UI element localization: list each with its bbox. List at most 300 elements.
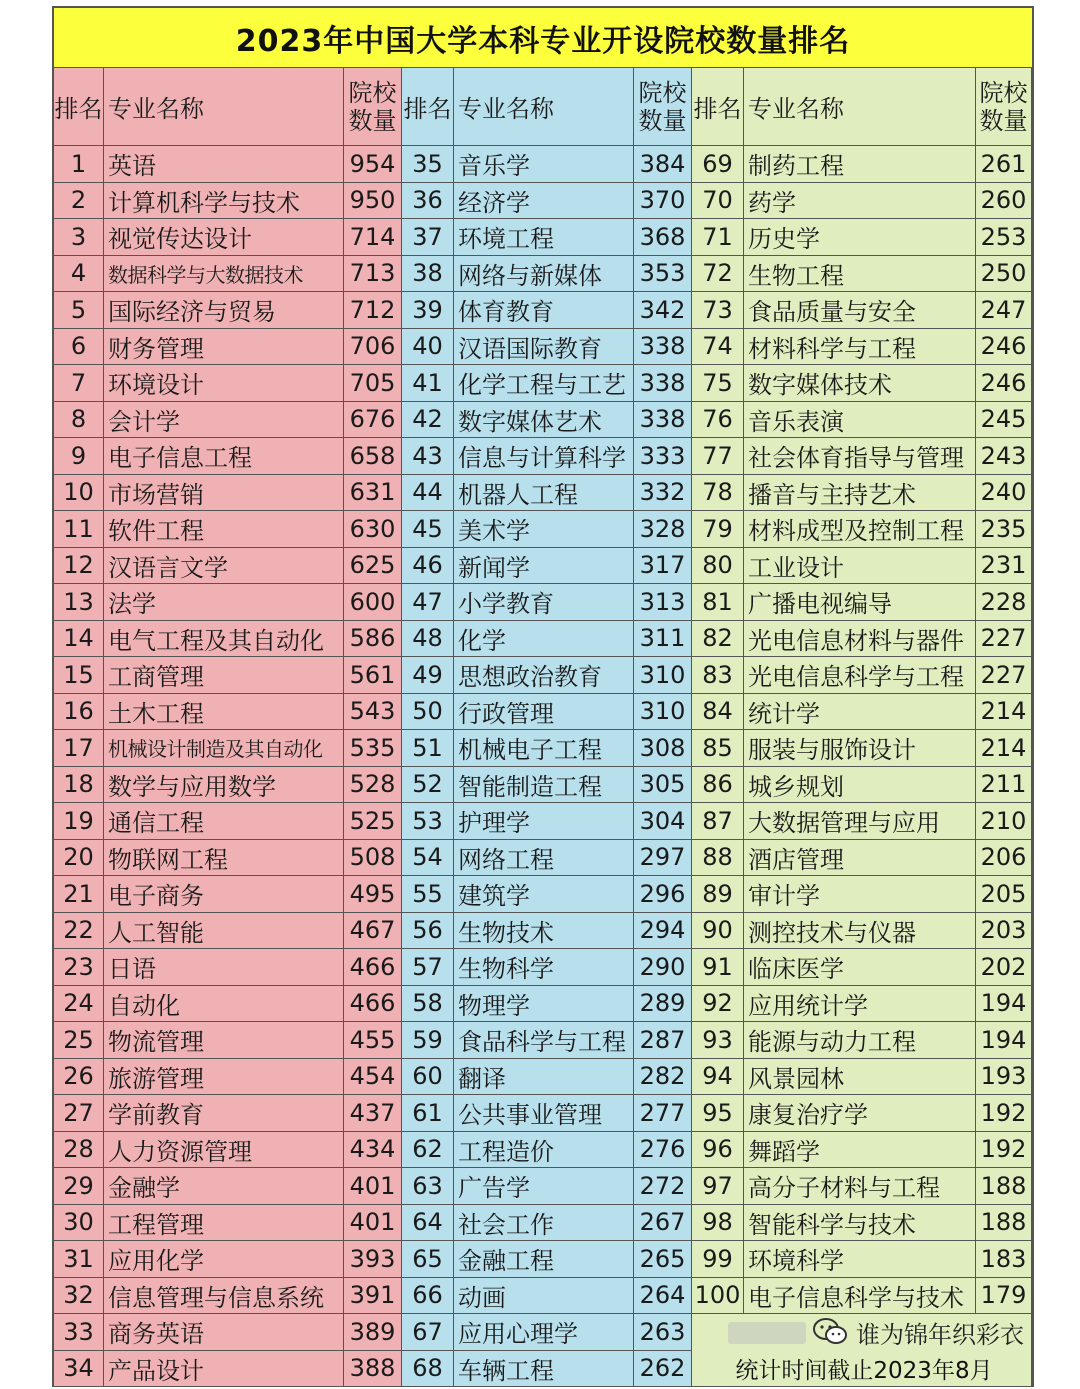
row-count: 240 [976, 475, 1032, 512]
row-rank: 63 [402, 1168, 454, 1205]
row-name: 智能制造工程 [454, 767, 634, 804]
row-rank: 26 [54, 1059, 104, 1096]
row-rank: 29 [54, 1168, 104, 1205]
row-count: 262 [634, 1351, 692, 1388]
row-name: 美术学 [454, 511, 634, 548]
row-count: 525 [344, 803, 402, 840]
row-rank: 2 [54, 183, 104, 220]
header-count [976, 68, 1032, 146]
row-count: 290 [634, 949, 692, 986]
row-count: 310 [634, 694, 692, 731]
row-rank: 47 [402, 584, 454, 621]
row-count: 308 [634, 730, 692, 767]
row-name: 环境设计 [104, 365, 344, 402]
row-rank: 41 [402, 365, 454, 402]
row-name: 软件工程 [104, 511, 344, 548]
row-rank: 23 [54, 949, 104, 986]
row-rank: 85 [692, 730, 744, 767]
row-rank: 52 [402, 767, 454, 804]
row-name: 酒店管理 [744, 840, 976, 877]
row-rank: 49 [402, 657, 454, 694]
row-name: 数学与应用数学 [104, 767, 344, 804]
row-rank: 91 [692, 949, 744, 986]
row-name: 播音与主持艺术 [744, 475, 976, 512]
row-rank: 32 [54, 1278, 104, 1315]
row-count: 267 [634, 1205, 692, 1242]
row-count: 328 [634, 511, 692, 548]
row-rank: 66 [402, 1278, 454, 1315]
row-rank: 74 [692, 329, 744, 366]
row-rank: 11 [54, 511, 104, 548]
row-rank: 18 [54, 767, 104, 804]
row-name: 审计学 [744, 876, 976, 913]
header-name: 专业名称 [104, 68, 344, 146]
row-count: 294 [634, 913, 692, 950]
row-name: 药学 [744, 183, 976, 220]
row-name: 翻译 [454, 1059, 634, 1096]
row-rank: 70 [692, 183, 744, 220]
row-rank: 99 [692, 1241, 744, 1278]
row-rank: 1 [54, 146, 104, 183]
row-name: 计算机科学与技术 [104, 183, 344, 220]
row-count: 332 [634, 475, 692, 512]
row-name: 音乐表演 [744, 402, 976, 439]
row-count: 210 [976, 803, 1032, 840]
row-name: 日语 [104, 949, 344, 986]
row-count: 206 [976, 840, 1032, 877]
row-rank: 31 [54, 1241, 104, 1278]
row-name: 金融工程 [454, 1241, 634, 1278]
row-rank: 94 [692, 1059, 744, 1096]
row-name: 生物技术 [454, 913, 634, 950]
row-count: 401 [344, 1168, 402, 1205]
row-name: 思想政治教育 [454, 657, 634, 694]
row-name: 历史学 [744, 219, 976, 256]
row-rank: 84 [692, 694, 744, 731]
row-name: 电子商务 [104, 876, 344, 913]
row-rank: 19 [54, 803, 104, 840]
row-count: 600 [344, 584, 402, 621]
row-rank: 98 [692, 1205, 744, 1242]
row-rank: 73 [692, 292, 744, 329]
row-count: 179 [976, 1278, 1032, 1315]
row-name: 动画 [454, 1278, 634, 1315]
row-name: 财务管理 [104, 329, 344, 366]
row-count: 194 [976, 1022, 1032, 1059]
row-name: 音乐学 [454, 146, 634, 183]
row-rank: 67 [402, 1314, 454, 1351]
row-name: 材料科学与工程 [744, 329, 976, 366]
row-name: 旅游管理 [104, 1059, 344, 1096]
row-count: 289 [634, 986, 692, 1023]
row-name: 食品科学与工程 [454, 1022, 634, 1059]
row-name: 产品设计 [104, 1351, 344, 1388]
row-rank: 89 [692, 876, 744, 913]
row-rank: 51 [402, 730, 454, 767]
row-name: 电子信息科学与技术 [744, 1278, 976, 1315]
row-count: 193 [976, 1059, 1032, 1096]
row-rank: 56 [402, 913, 454, 950]
row-name: 物理学 [454, 986, 634, 1023]
row-count: 338 [634, 402, 692, 439]
row-name: 高分子材料与工程 [744, 1168, 976, 1205]
row-rank: 38 [402, 256, 454, 293]
row-name: 公共事业管理 [454, 1095, 634, 1132]
row-rank: 28 [54, 1132, 104, 1169]
row-count: 528 [344, 767, 402, 804]
row-name: 网络与新媒体 [454, 256, 634, 293]
row-rank: 5 [54, 292, 104, 329]
row-count: 243 [976, 438, 1032, 475]
row-rank: 97 [692, 1168, 744, 1205]
row-rank: 36 [402, 183, 454, 220]
row-rank: 9 [54, 438, 104, 475]
row-rank: 43 [402, 438, 454, 475]
footnote: 统计时间截止2023年8月 [735, 1357, 993, 1384]
row-count: 454 [344, 1059, 402, 1096]
row-name: 大数据管理与应用 [744, 803, 976, 840]
row-name: 车辆工程 [454, 1351, 634, 1388]
row-name: 康复治疗学 [744, 1095, 976, 1132]
header-count-line2: 数量 [979, 106, 1028, 135]
row-name: 生物工程 [744, 256, 976, 293]
row-name: 城乡规划 [744, 767, 976, 804]
row-count: 706 [344, 329, 402, 366]
row-rank: 13 [54, 584, 104, 621]
row-name: 物流管理 [104, 1022, 344, 1059]
row-rank: 75 [692, 365, 744, 402]
header-count-line2: 数量 [348, 106, 397, 135]
row-count: 276 [634, 1132, 692, 1169]
row-name: 建筑学 [454, 876, 634, 913]
row-rank: 60 [402, 1059, 454, 1096]
header-count-line1: 院校 [638, 78, 687, 107]
row-name: 土木工程 [104, 694, 344, 731]
row-count: 211 [976, 767, 1032, 804]
row-name: 学前教育 [104, 1095, 344, 1132]
row-rank: 62 [402, 1132, 454, 1169]
row-name: 化学 [454, 621, 634, 658]
row-name: 商务英语 [104, 1314, 344, 1351]
row-count: 245 [976, 402, 1032, 439]
row-rank: 15 [54, 657, 104, 694]
row-count: 194 [976, 986, 1032, 1023]
header-count-line1: 院校 [979, 78, 1028, 107]
row-name: 金融学 [104, 1168, 344, 1205]
row-rank: 87 [692, 803, 744, 840]
row-name: 数字媒体艺术 [454, 402, 634, 439]
row-name: 光电信息科学与工程 [744, 657, 976, 694]
row-name: 应用统计学 [744, 986, 976, 1023]
row-name: 信息管理与信息系统 [104, 1278, 344, 1315]
row-count: 310 [634, 657, 692, 694]
row-rank: 21 [54, 876, 104, 913]
header-count-line1: 院校 [348, 78, 397, 107]
row-count: 227 [976, 657, 1032, 694]
row-count: 263 [634, 1314, 692, 1351]
row-rank: 72 [692, 256, 744, 293]
row-count: 625 [344, 548, 402, 585]
row-name: 市场营销 [104, 475, 344, 512]
row-rank: 34 [54, 1351, 104, 1388]
watermark-text: 谁为锦年织彩衣 [856, 1320, 1024, 1349]
row-rank: 68 [402, 1351, 454, 1388]
row-name: 测控技术与仪器 [744, 913, 976, 950]
row-count: 586 [344, 621, 402, 658]
row-count: 455 [344, 1022, 402, 1059]
row-count: 543 [344, 694, 402, 731]
row-name: 工商管理 [104, 657, 344, 694]
row-rank: 100 [692, 1278, 744, 1315]
row-name: 环境工程 [454, 219, 634, 256]
row-count: 277 [634, 1095, 692, 1132]
row-count: 297 [634, 840, 692, 877]
row-count: 313 [634, 584, 692, 621]
row-count: 368 [634, 219, 692, 256]
row-name: 数字媒体技术 [744, 365, 976, 402]
row-rank: 93 [692, 1022, 744, 1059]
row-rank: 59 [402, 1022, 454, 1059]
row-name: 网络工程 [454, 840, 634, 877]
row-name: 应用化学 [104, 1241, 344, 1278]
row-rank: 6 [54, 329, 104, 366]
row-name: 应用心理学 [454, 1314, 634, 1351]
header-name: 专业名称 [454, 68, 634, 146]
row-rank: 3 [54, 219, 104, 256]
row-count: 950 [344, 183, 402, 220]
row-count: 317 [634, 548, 692, 585]
row-rank: 65 [402, 1241, 454, 1278]
row-count: 384 [634, 146, 692, 183]
row-count: 202 [976, 949, 1032, 986]
row-rank: 16 [54, 694, 104, 731]
row-count: 954 [344, 146, 402, 183]
row-count: 214 [976, 730, 1032, 767]
row-rank: 8 [54, 402, 104, 439]
row-count: 261 [976, 146, 1032, 183]
row-name: 英语 [104, 146, 344, 183]
row-rank: 27 [54, 1095, 104, 1132]
row-count: 676 [344, 402, 402, 439]
row-rank: 53 [402, 803, 454, 840]
row-count: 227 [976, 621, 1032, 658]
row-rank: 39 [402, 292, 454, 329]
row-rank: 86 [692, 767, 744, 804]
row-count: 338 [634, 365, 692, 402]
row-rank: 10 [54, 475, 104, 512]
row-name: 临床医学 [744, 949, 976, 986]
row-count: 467 [344, 913, 402, 950]
table-title: 2023年中国大学本科专业开设院校数量排名 [52, 6, 1034, 68]
row-name: 汉语国际教育 [454, 329, 634, 366]
row-name: 法学 [104, 584, 344, 621]
row-name: 社会体育指导与管理 [744, 438, 976, 475]
row-rank: 14 [54, 621, 104, 658]
row-count: 311 [634, 621, 692, 658]
row-rank: 79 [692, 511, 744, 548]
row-rank: 20 [54, 840, 104, 877]
row-count: 630 [344, 511, 402, 548]
row-count: 214 [976, 694, 1032, 731]
row-count: 705 [344, 365, 402, 402]
row-count: 260 [976, 183, 1032, 220]
row-rank: 77 [692, 438, 744, 475]
header-rank: 排名 [54, 68, 104, 146]
row-count: 296 [634, 876, 692, 913]
row-name: 社会工作 [454, 1205, 634, 1242]
row-name: 新闻学 [454, 548, 634, 585]
row-rank: 71 [692, 219, 744, 256]
row-name: 经济学 [454, 183, 634, 220]
row-name: 服装与服饰设计 [744, 730, 976, 767]
row-name: 电气工程及其自动化 [104, 621, 344, 658]
row-rank: 48 [402, 621, 454, 658]
wechat-icon [812, 1317, 848, 1347]
row-count: 228 [976, 584, 1032, 621]
row-count: 235 [976, 511, 1032, 548]
header-rank: 排名 [402, 68, 454, 146]
row-count: 535 [344, 730, 402, 767]
row-count: 388 [344, 1351, 402, 1388]
row-count: 253 [976, 219, 1032, 256]
row-count: 305 [634, 767, 692, 804]
row-count: 192 [976, 1132, 1032, 1169]
row-count: 631 [344, 475, 402, 512]
row-name: 数据科学与大数据技术 [104, 256, 344, 293]
row-name: 人工智能 [104, 913, 344, 950]
row-count: 437 [344, 1095, 402, 1132]
row-rank: 50 [402, 694, 454, 731]
row-name: 小学教育 [454, 584, 634, 621]
row-count: 338 [634, 329, 692, 366]
header-count [634, 68, 692, 146]
row-rank: 25 [54, 1022, 104, 1059]
row-rank: 96 [692, 1132, 744, 1169]
row-name: 汉语言文学 [104, 548, 344, 585]
row-count: 246 [976, 365, 1032, 402]
row-rank: 92 [692, 986, 744, 1023]
row-count: 203 [976, 913, 1032, 950]
row-name: 智能科学与技术 [744, 1205, 976, 1242]
header-name: 专业名称 [744, 68, 976, 146]
row-rank: 30 [54, 1205, 104, 1242]
row-rank: 44 [402, 475, 454, 512]
row-count: 247 [976, 292, 1032, 329]
row-count: 304 [634, 803, 692, 840]
row-count: 401 [344, 1205, 402, 1242]
row-count: 391 [344, 1278, 402, 1315]
row-rank: 90 [692, 913, 744, 950]
row-rank: 64 [402, 1205, 454, 1242]
row-rank: 7 [54, 365, 104, 402]
row-rank: 4 [54, 256, 104, 293]
row-name: 机械设计制造及其自动化 [104, 730, 344, 767]
row-rank: 57 [402, 949, 454, 986]
row-name: 护理学 [454, 803, 634, 840]
row-count: 495 [344, 876, 402, 913]
header-count [344, 68, 402, 146]
row-count: 183 [976, 1241, 1032, 1278]
row-rank: 45 [402, 511, 454, 548]
row-rank: 76 [692, 402, 744, 439]
row-count: 712 [344, 292, 402, 329]
row-rank: 54 [402, 840, 454, 877]
row-rank: 78 [692, 475, 744, 512]
row-rank: 88 [692, 840, 744, 877]
row-count: 434 [344, 1132, 402, 1169]
row-rank: 80 [692, 548, 744, 585]
row-name: 国际经济与贸易 [104, 292, 344, 329]
row-rank: 37 [402, 219, 454, 256]
row-count: 188 [976, 1168, 1032, 1205]
row-count: 561 [344, 657, 402, 694]
row-name: 光电信息材料与器件 [744, 621, 976, 658]
row-rank: 24 [54, 986, 104, 1023]
row-rank: 35 [402, 146, 454, 183]
row-count: 246 [976, 329, 1032, 366]
row-name: 能源与动力工程 [744, 1022, 976, 1059]
row-rank: 22 [54, 913, 104, 950]
row-rank: 69 [692, 146, 744, 183]
row-count: 389 [344, 1314, 402, 1351]
row-count: 658 [344, 438, 402, 475]
row-name: 制药工程 [744, 146, 976, 183]
row-rank: 58 [402, 986, 454, 1023]
row-count: 287 [634, 1022, 692, 1059]
row-count: 188 [976, 1205, 1032, 1242]
row-name: 通信工程 [104, 803, 344, 840]
row-count: 714 [344, 219, 402, 256]
row-rank: 95 [692, 1095, 744, 1132]
row-count: 192 [976, 1095, 1032, 1132]
row-count: 250 [976, 256, 1032, 293]
row-name: 材料成型及控制工程 [744, 511, 976, 548]
row-name: 舞蹈学 [744, 1132, 976, 1169]
row-count: 393 [344, 1241, 402, 1278]
row-rank: 61 [402, 1095, 454, 1132]
row-rank: 83 [692, 657, 744, 694]
row-name: 会计学 [104, 402, 344, 439]
row-count: 370 [634, 183, 692, 220]
row-count: 508 [344, 840, 402, 877]
row-rank: 46 [402, 548, 454, 585]
watermark [812, 1314, 1024, 1350]
row-count: 342 [634, 292, 692, 329]
row-count: 353 [634, 256, 692, 293]
row-count: 713 [344, 256, 402, 293]
header-count-line2: 数量 [638, 106, 687, 135]
row-name: 电子信息工程 [104, 438, 344, 475]
row-count: 466 [344, 986, 402, 1023]
row-rank: 33 [54, 1314, 104, 1351]
row-rank: 40 [402, 329, 454, 366]
row-rank: 17 [54, 730, 104, 767]
row-name: 人力资源管理 [104, 1132, 344, 1169]
row-name: 环境科学 [744, 1241, 976, 1278]
row-count: 333 [634, 438, 692, 475]
row-name: 视觉传达设计 [104, 219, 344, 256]
row-name: 广告学 [454, 1168, 634, 1205]
row-name: 工程造价 [454, 1132, 634, 1169]
row-name: 体育教育 [454, 292, 634, 329]
row-name: 行政管理 [454, 694, 634, 731]
row-name: 工程管理 [104, 1205, 344, 1242]
row-count: 466 [344, 949, 402, 986]
row-name: 工业设计 [744, 548, 976, 585]
row-rank: 82 [692, 621, 744, 658]
row-count: 231 [976, 548, 1032, 585]
row-name: 风景园林 [744, 1059, 976, 1096]
